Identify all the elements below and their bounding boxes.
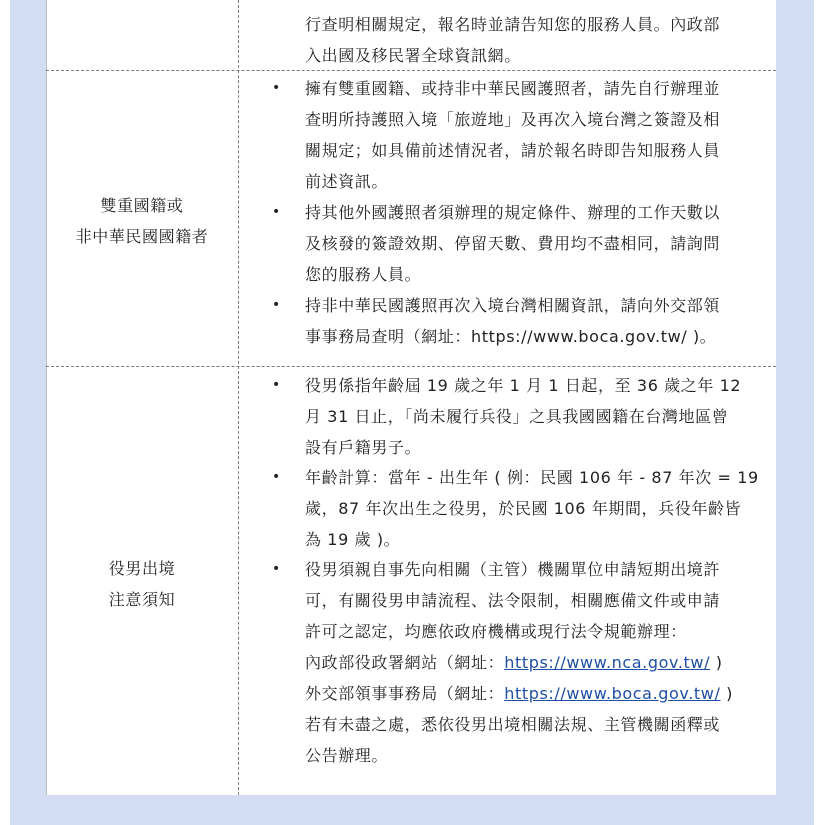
continuation-text (305, 9, 720, 71)
bullet-icon: • (272, 561, 281, 577)
text-line: 役男係指年齡屆 19 歲之年 1 月 1 日起，至 36 歲之年 12 (305, 376, 742, 395)
bullet-icon: • (272, 80, 281, 96)
link-prefix: 內政部役政署網站（網址： (305, 653, 505, 672)
link-line-boca (305, 678, 733, 709)
text-line: 入出國及移民署全球資訊網。 (305, 46, 521, 65)
bullet-icon: • (272, 469, 281, 485)
text-line: 及核發的簽證效期、停留天數、費用均不盡相同，請詢問 (305, 234, 721, 253)
link-line-nca (305, 647, 733, 678)
boca-website-link[interactable]: https://www.boca.gov.tw/ (504, 684, 721, 703)
military-bullet-1 (305, 370, 741, 463)
dual-nationality-label (46, 190, 238, 252)
text-line: 公告辦理。 (305, 746, 389, 765)
text-line: 持其他外國護照者須辦理的規定條件、辦理的工作天數以 (305, 203, 721, 222)
military-notice-label (46, 553, 238, 615)
text-line: 役男須親自事先向相關（主管）機關單位申請短期出境許 (305, 560, 721, 579)
military-bullet-2 (305, 462, 759, 555)
text-line: 擁有雙重國籍、或持非中華民國護照者，請先自行辦理並 (305, 79, 721, 98)
bullet-icon: • (272, 297, 281, 313)
military-bullet-3 (305, 554, 733, 771)
label-line: 役男出境 (108, 559, 176, 578)
text-line: 若有未盡之處，悉依役男出境相關法規、主管機關函釋或 (305, 715, 721, 734)
text-line: 許可之認定，均應依政府機構或現行法令規範辦理： (305, 622, 687, 641)
link-suffix: ) (710, 653, 723, 672)
text-line: 關規定；如具備前述情況者，請於報名時即告知服務人員 (305, 141, 721, 160)
dual-bullet-2 (305, 197, 720, 290)
text-line: 事事務局查明（網址：https://www.boca.gov.tw/ )。 (305, 327, 717, 346)
bullet-icon: • (272, 377, 281, 393)
label-line: 雙重國籍或 (100, 196, 184, 215)
link-suffix: ) (720, 684, 734, 703)
text-line: 您的服務人員。 (305, 265, 422, 284)
label-line: 注意須知 (108, 590, 176, 609)
text-line: 查明所持護照入境「旅遊地」及再次入境台灣之簽證及相 (305, 110, 721, 129)
row-divider-2 (46, 366, 776, 367)
text-line: 月 31 日止，「尚未履行兵役」之具我國國籍在台灣地區曾 (305, 407, 729, 426)
text-line: 行查明相關規定，報名時並請告知您的服務人員。內政部 (305, 15, 721, 34)
text-line: 前述資訊。 (305, 172, 389, 191)
text-line: 歲，87 年次出生之役男，於民國 106 年期間，兵役年齡皆 (305, 499, 742, 518)
table-left-border (46, 0, 47, 795)
text-line: 年齡計算：當年 - 出生年 ( 例：民國 106 年 - 87 年次 = 19 (305, 468, 759, 487)
link-prefix: 外交部領事事務局（網址： (305, 684, 505, 703)
label-line: 非中華民國國籍者 (75, 227, 209, 246)
dual-bullet-1 (305, 73, 720, 197)
text-line: 可，有關役男申請流程、法令限制，相關應備文件或申請 (305, 591, 721, 610)
dual-bullet-3 (305, 290, 720, 352)
bullet-icon: • (272, 204, 281, 220)
nca-website-link[interactable]: https://www.nca.gov.tw/ (504, 653, 711, 672)
text-line: 為 19 歲 )。 (305, 530, 401, 549)
column-divider (238, 0, 239, 795)
text-line: 持非中華民國護照再次入境台灣相關資訊，請向外交部領 (305, 296, 721, 315)
text-line: 設有戶籍男子。 (305, 438, 422, 457)
